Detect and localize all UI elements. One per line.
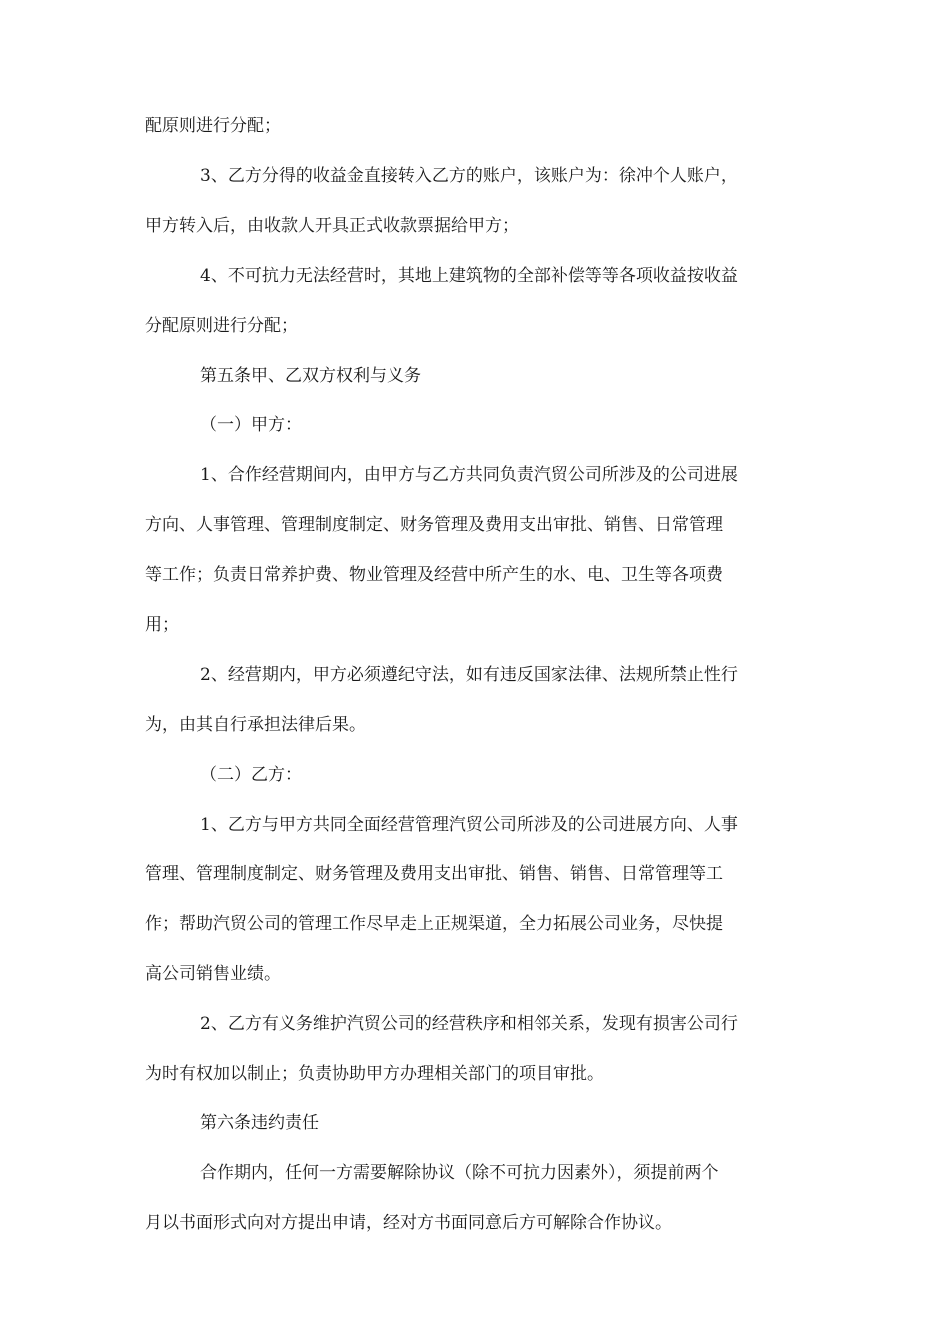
text-line: 用； bbox=[145, 615, 179, 635]
text-line: 甲方转入后，由收款人开具正式收款票据给甲方； bbox=[145, 216, 519, 236]
text-line: 4、不可抗力无法经营时，其地上建筑物的全部补偿等等各项收益按收益 bbox=[200, 266, 738, 286]
text-line: 为时有权加以制止；负责协助甲方办理相关部门的项目审批。 bbox=[145, 1064, 604, 1084]
text-line: 2、经营期内，甲方必须遵纪守法，如有违反国家法律、法规所禁止性行 bbox=[200, 665, 738, 685]
text-line: 1、合作经营期间内，由甲方与乙方共同负责汽贸公司所涉及的公司进展 bbox=[200, 465, 738, 485]
section-heading: 第六条违约责任 bbox=[200, 1113, 319, 1133]
text-line: 3、乙方分得的收益金直接转入乙方的账户，该账户为：徐冲个人账户， bbox=[200, 166, 738, 186]
text-line: 合作期内，任何一方需要解除协议（除不可抗力因素外），须提前两个 bbox=[200, 1163, 719, 1183]
text-line: 管理、管理制度制定、财务管理及费用支出审批、销售、销售、日常管理等工 bbox=[145, 864, 723, 884]
text-line: 分配原则进行分配； bbox=[145, 316, 298, 336]
text-line: 为，由其自行承担法律后果。 bbox=[145, 715, 366, 735]
text-line: 等工作；负责日常养护费、物业管理及经营中所产生的水、电、卫生等各项费 bbox=[145, 565, 723, 585]
subsection-heading: （二）乙方： bbox=[200, 765, 302, 785]
subsection-heading: （一）甲方： bbox=[200, 415, 302, 435]
text-line: 方向、人事管理、管理制度制定、财务管理及费用支出审批、销售、日常管理 bbox=[145, 515, 723, 535]
text-line: 作；帮助汽贸公司的管理工作尽早走上正规渠道，全力拓展公司业务，尽快提 bbox=[145, 914, 723, 934]
section-heading: 第五条甲、乙双方权利与义务 bbox=[200, 366, 421, 386]
text-line: 2、乙方有义务维护汽贸公司的经营秩序和相邻关系，发现有损害公司行 bbox=[200, 1014, 738, 1034]
text-line: 配原则进行分配； bbox=[145, 116, 281, 136]
text-line: 月以书面形式向对方提出申请，经对方书面同意后方可解除合作协议。 bbox=[145, 1213, 672, 1233]
text-line: 1、乙方与甲方共同全面经营管理汽贸公司所涉及的公司进展方向、人事 bbox=[200, 815, 738, 835]
text-line: 高公司销售业绩。 bbox=[145, 964, 281, 984]
